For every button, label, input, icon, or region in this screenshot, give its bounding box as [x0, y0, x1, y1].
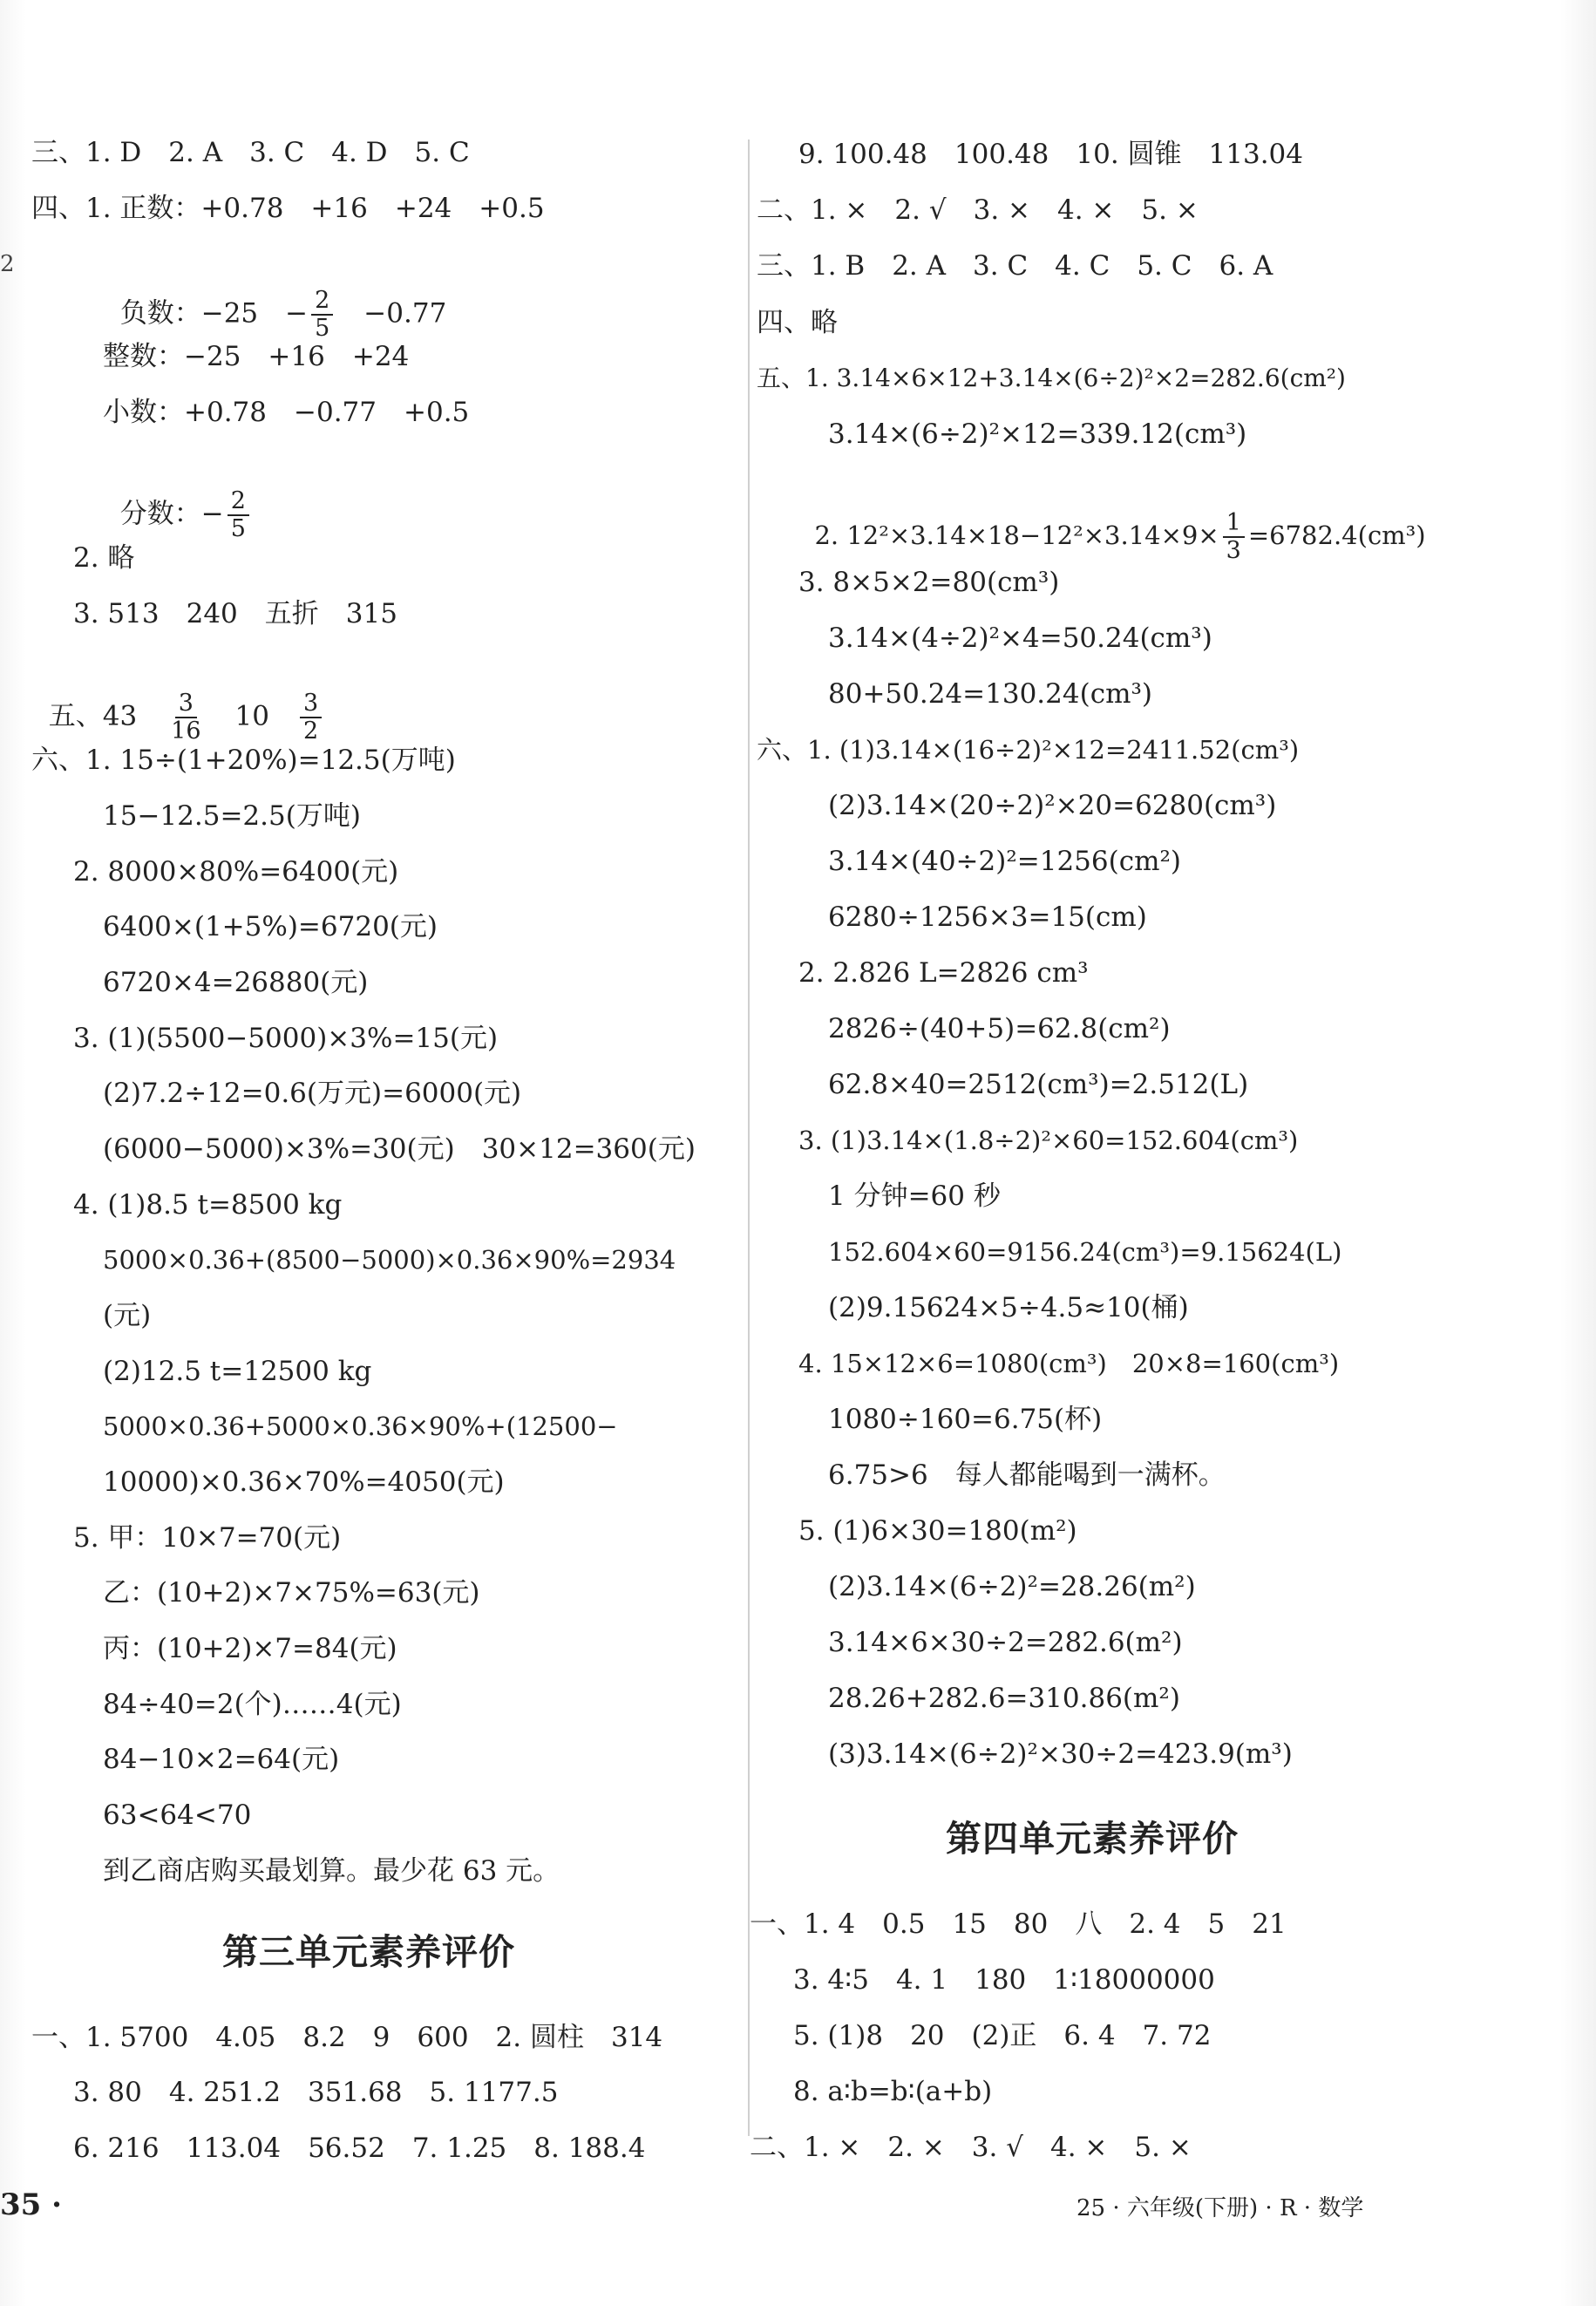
answer-line-negatives — [103, 253, 446, 342]
answer-line: 15−12.5=2.5(万吨) — [103, 800, 361, 832]
fraction-numerator: 3 — [300, 690, 322, 718]
fraction-denominator: 16 — [171, 718, 201, 745]
answer-line: 三、1. B 2. A 3. C 4. C 5. C 6. A — [757, 250, 1273, 282]
fraction — [311, 288, 333, 342]
answer-line: 四、1. 正数：+0.78 +16 +24 +0.5 — [31, 193, 545, 224]
answer-line: 1080÷160=6.75(杯) — [828, 1404, 1103, 1435]
answer-line: 3. (1)3.14×(1.8÷2)²×60=152.604(cm³) — [798, 1126, 1299, 1155]
answer-line: 6280÷1256×3=15(cm) — [828, 901, 1147, 933]
answer-line: 3.14×(6÷2)²×12=339.12(cm³) — [828, 418, 1247, 450]
answer-line: 28.26+282.6=310.86(m²) — [828, 1683, 1180, 1714]
answer-line: 2826÷(40+5)=62.8(cm²) — [828, 1013, 1171, 1044]
fraction — [167, 690, 204, 745]
answer-text: 2. 12²×3.14×18−12²×3.14×9× — [814, 520, 1219, 550]
fraction — [1223, 510, 1245, 564]
answer-line: (2)3.14×(20÷2)²×20=6280(cm³) — [828, 790, 1277, 821]
answer-line: (6000−5000)×3%=30(元) 30×12=360(元) — [103, 1133, 696, 1165]
answer-line: 8. a∶b=b∶(a+b) — [793, 2076, 993, 2107]
answer-line: 六、1. (1)3.14×(16÷2)²×12=2411.52(cm³) — [757, 735, 1300, 765]
answer-line: 5000×0.36+5000×0.36×90%+(12500− — [103, 1411, 618, 1441]
fraction-numerator: 1 — [1223, 510, 1245, 538]
answer-line: 3. 513 240 五折 315 — [73, 598, 397, 629]
answer-line: (2)7.2÷12=0.6(万元)=6000(元) — [103, 1078, 522, 1109]
section-title: 第四单元素养评价 — [946, 1818, 1239, 1860]
answer-line: 6720×4=26880(元) — [103, 967, 369, 998]
answer-text: 10 — [234, 700, 269, 732]
answer-line: (元) — [103, 1300, 152, 1331]
fraction — [300, 690, 322, 745]
fraction-numerator: 2 — [228, 488, 249, 516]
answer-line: 9. 100.48 100.48 10. 圆锥 113.04 — [798, 139, 1303, 170]
answer-line: (3)3.14×(6÷2)²×30÷2=423.9(m³) — [828, 1738, 1293, 1770]
answer-line: 到乙商店购买最划算。最少花 63 元。 — [103, 1855, 560, 1887]
answer-line: 3. 4∶5 4. 1 180 1∶18000000 — [793, 1964, 1215, 1996]
answer-line: 2. 略 — [73, 542, 135, 574]
answer-line: 2. 2.826 L=2826 cm³ — [798, 957, 1089, 989]
answer-line: 三、1. D 2. A 3. C 4. D 5. C — [31, 137, 470, 168]
answer-text: 负数：−25 − — [119, 297, 309, 330]
column-divider — [748, 139, 750, 2136]
margin-mark: 2 — [0, 251, 15, 277]
answer-line: 3.14×(4÷2)²×4=50.24(cm³) — [828, 622, 1212, 654]
page-number-left: 35 · — [0, 2187, 62, 2222]
answer-line: 五、1. 3.14×6×12+3.14×(6÷2)²×2=282.6(cm²) — [757, 364, 1346, 392]
answer-line-five — [31, 656, 325, 745]
answer-line: 5. 甲：10×7=70(元) — [73, 1522, 342, 1554]
answer-line: 3. 80 4. 251.2 351.68 5. 1177.5 — [73, 2077, 559, 2108]
answer-line: 二、1. × 2. × 3. √ 4. × 5. × — [750, 2132, 1192, 2163]
answer-text: =6782.4(cm³) — [1247, 520, 1426, 550]
answer-line: 小数：+0.78 −0.77 +0.5 — [103, 397, 470, 428]
answer-line: 4. (1)8.5 t=8500 kg — [73, 1189, 343, 1221]
answer-line: 3. (1)(5500−5000)×3%=15(元) — [73, 1023, 499, 1054]
answer-line: 3.14×6×30÷2=282.6(m²) — [828, 1627, 1183, 1658]
answer-line: 二、1. × 2. √ 3. × 4. × 5. × — [757, 194, 1199, 226]
answer-line: (2)12.5 t=12500 kg — [103, 1356, 372, 1387]
answer-text: −0.77 — [336, 297, 447, 330]
answer-line: 80+50.24=130.24(cm³) — [828, 678, 1152, 710]
answer-line: 63<64<70 — [103, 1799, 252, 1831]
fraction-denominator: 5 — [315, 315, 330, 342]
answer-line: 5. (1)8 20 (2)正 6. 4 7. 72 — [793, 2020, 1212, 2051]
answer-line: 2. 8000×80%=6400(元) — [73, 856, 399, 888]
answer-line: 4. 15×12×6=1080(cm³) 20×8=160(cm³) — [798, 1349, 1340, 1378]
answer-line: 6.75>6 每人都能喝到一满杯。 — [828, 1459, 1226, 1491]
answer-line: 84÷40=2(个)……4(元) — [103, 1689, 402, 1720]
fraction — [228, 488, 249, 542]
answer-line-fractions — [103, 453, 253, 542]
answer-line: 10000)×0.36×70%=4050(元) — [103, 1466, 505, 1498]
answer-line: 6. 216 113.04 56.52 7. 1.25 8. 188.4 — [73, 2133, 646, 2164]
answer-text: 五、43 — [48, 700, 138, 732]
fraction-numerator: 3 — [175, 690, 197, 718]
answer-line: 3.14×(40÷2)²=1256(cm²) — [828, 846, 1181, 877]
answer-line-with-fraction — [798, 475, 1426, 564]
answer-line: 六、1. 15÷(1+20%)=12.5(万吨) — [31, 745, 456, 776]
answer-line: (2)3.14×(6÷2)²=28.26(m²) — [828, 1571, 1196, 1602]
answer-line: 整数：−25 +16 +24 — [103, 341, 410, 372]
answer-line: 84−10×2=64(元) — [103, 1744, 340, 1775]
answer-line: 5000×0.36+(8500−5000)×0.36×90%=2934 — [103, 1245, 676, 1275]
answer-line: 丙：(10+2)×7=84(元) — [103, 1633, 397, 1664]
answer-line: 5. (1)6×30=180(m²) — [798, 1515, 1077, 1547]
answer-line: 3. 8×5×2=80(cm³) — [798, 567, 1060, 598]
answer-line: 152.604×60=9156.24(cm³)=9.15624(L) — [828, 1237, 1342, 1267]
answer-line: 一、1. 4 0.5 15 80 八 2. 4 5 21 — [750, 1908, 1287, 1940]
answer-line: 四、略 — [757, 307, 838, 338]
section-title: 第三单元素养评价 — [222, 1931, 515, 1973]
page-footer-right: 25 · 六年级(下册) · R · 数学 — [1076, 2195, 1364, 2221]
answer-line: 乙：(10+2)×7×75%=63(元) — [103, 1577, 480, 1609]
answer-text: 分数：− — [119, 498, 224, 530]
fraction-numerator: 2 — [311, 288, 333, 316]
fraction-denominator: 3 — [1226, 537, 1241, 564]
fraction-denominator: 5 — [230, 515, 246, 542]
answer-line: 1 分钟=60 秒 — [828, 1180, 1001, 1212]
answer-line: 62.8×40=2512(cm³)=2.512(L) — [828, 1069, 1249, 1100]
fraction-denominator: 2 — [302, 718, 319, 745]
answer-line: (2)9.15624×5÷4.5≈10(桶) — [828, 1292, 1189, 1323]
answer-line: 6400×(1+5%)=6720(元) — [103, 911, 438, 942]
answer-line: 一、1. 5700 4.05 8.2 9 600 2. 圆柱 314 — [31, 2022, 663, 2053]
